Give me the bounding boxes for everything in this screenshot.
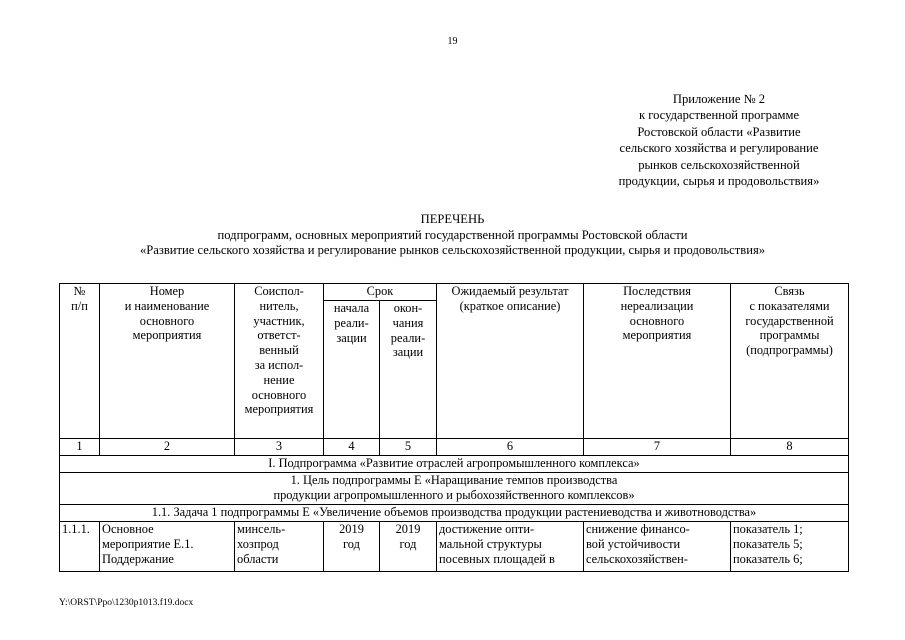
header-number: № п/п: [60, 284, 100, 439]
column-number: 7: [584, 439, 731, 456]
row-number: 1.1.1.: [60, 522, 100, 572]
header-executor: Соиспол- нитель, участник, ответст- венный за испол- нение основного мероприятия: [235, 284, 324, 439]
header-expected-result: Ожидаемый результат (краткое описание): [437, 284, 584, 439]
column-number: 6: [437, 439, 584, 456]
appendix-line: сельского хозяйства и регулирование: [619, 141, 819, 156]
row-consequences: снижение финансо- вой устойчивости сельскохозяйствен-: [584, 522, 731, 572]
header-end: окон- чания реали- зации: [380, 301, 437, 439]
column-number: 4: [324, 439, 380, 456]
row-start: 2019 год: [324, 522, 380, 572]
appendix-note: [574, 91, 864, 189]
measures-table: [59, 283, 849, 572]
header-measure-name: Номер и наименование основного мероприятия: [100, 284, 235, 439]
header-indicators-link: Связь с показателями государственной программы (подпрограммы): [731, 284, 849, 439]
page-number: 19: [447, 36, 458, 47]
title-heading: ПЕРЕЧЕНЬ: [420, 212, 485, 226]
row-expected-result: достижение опти- мальной структуры посевных площадей в: [437, 522, 584, 572]
column-number: 5: [380, 439, 437, 456]
column-number: 8: [731, 439, 849, 456]
row-indicators-link: показатель 1; показатель 5; показатель 6;: [731, 522, 849, 572]
appendix-line: продукции, сырья и продовольствия»: [618, 174, 820, 189]
column-number: 3: [235, 439, 324, 456]
appendix-line: к государственной программе: [638, 108, 800, 123]
row-executor: минсель- хозпрод области: [235, 522, 324, 572]
column-number: 1: [60, 439, 100, 456]
file-path-footer: Y:\ORST\Ppo\1230p1013.f19.docx: [59, 598, 194, 608]
title-line: «Развитие сельского хозяйства и регулирование рынков сельскохозяйственной продукции, сырья и продовольствия»: [139, 243, 766, 257]
header-term: Срок: [324, 284, 437, 301]
appendix-line: Ростовской области «Развитие: [637, 124, 801, 139]
document-title: [0, 212, 905, 259]
appendix-line: Приложение № 2: [672, 92, 766, 106]
header-consequences: Последствия нереализации основного мероприятия: [584, 284, 731, 439]
row-measure-name: Основное мероприятие Е.1. Поддержание: [100, 522, 235, 572]
subprogram-row: I. Подпрограмма «Развитие отраслей агропромышленного комплекса»: [60, 456, 849, 473]
appendix-line: рынков сельскохозяйственной: [638, 157, 800, 172]
goal-row: 1. Цель подпрограммы Е «Наращивание темпов производства продукции агропромышленного и рыбохозяйственного комплексов»: [60, 473, 849, 505]
header-start: начала реали- зации: [324, 301, 380, 439]
row-end: 2019 год: [380, 522, 437, 572]
title-line: подпрограмм, основных мероприятий государственной программы Ростовской области: [217, 227, 688, 242]
task-row: 1.1. Задача 1 подпрограммы Е «Увеличение объемов производства продукции растениеводства и животноводства»: [60, 505, 849, 522]
column-number: 2: [100, 439, 235, 456]
